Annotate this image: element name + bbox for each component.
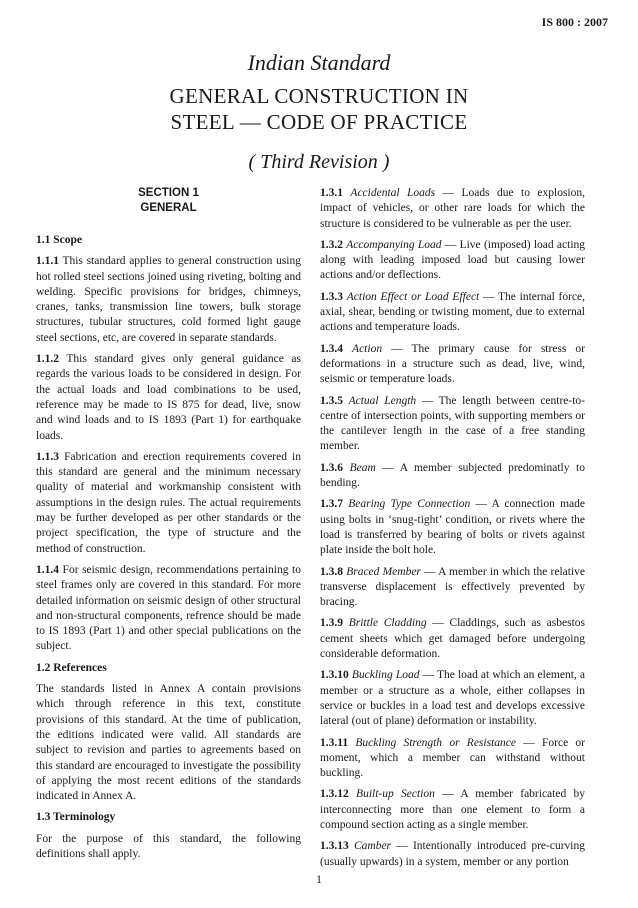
definition-item: [320, 238, 585, 284]
definition-number: 1.3.3: [320, 290, 343, 303]
definition-text: — The primary cause for stress or deformations in a structure such as dead, live, wind, seismic or temperature loads.: [320, 342, 585, 386]
definition-term: Beam: [349, 461, 376, 474]
definition-number: 1.3.5: [320, 394, 343, 407]
definition-text: — The load at which an element, a member or a structure as a whole, either collapses in service or buckles in a load test and develops excessive lateral (out of plane) deformation or instability.: [320, 669, 586, 728]
revision-label: ( Third Revision ): [248, 151, 390, 173]
right-column: [320, 186, 585, 876]
left-column: [36, 186, 301, 868]
definition-number: 1.3.7: [320, 498, 343, 511]
definition-item: [320, 736, 585, 782]
definition-term: Action Effect or Load Effect: [346, 290, 480, 303]
definition-term: Buckling Load: [351, 669, 420, 682]
definition-text: — A connection made using bolts in ‘snug-tight’ condition, or rivets where the load is transferred by bearing of bolts or rivets against plate inside the bolt hole.: [320, 498, 585, 557]
definition-text: — Live (imposed) load acting along with leading imposed load but causing lower actions and/or deflections.: [320, 238, 586, 282]
definition-item: [320, 565, 585, 611]
definition-text: — The internal force, axial, shear, bending or twisting moment, due to external actions and temperature loads.: [320, 290, 586, 334]
definition-term: Built-up Section: [356, 788, 435, 801]
clause-text: Fabrication and erection requirements covered in this standard are general and the minimum necessary quality of material and workmanship consistent with assumptions in the design rules. The actual requirements may be further developed as per other standards or the project specification, the type of structure and the method of construction.: [36, 450, 301, 555]
clause-number: 1.1.1: [36, 255, 59, 268]
scope-heading: 1.1 Scope: [36, 234, 82, 246]
page-number: 1: [316, 872, 322, 886]
definition-term: Brittle Cladding: [348, 617, 427, 630]
scope-paragraph: [36, 563, 301, 655]
definition-number: 1.3.1: [320, 187, 343, 199]
definition-text: — The length between centre-to-centre of intersection points, with supporting members or the cantilever length in the case of a free standing member.: [320, 394, 586, 453]
definition-text: — A member in which the relative transverse displacement is effectively prevented by bracing.: [320, 565, 585, 609]
terminology-paragraph: For the purpose of this standard, the following definitions shall apply.: [36, 832, 301, 860]
definition-term: Bearing Type Connection: [348, 498, 471, 511]
definition-item: [320, 668, 585, 729]
definition-item: [320, 186, 585, 232]
definition-text: — Claddings, such as asbestos cement sheets which get damaged before undergoing considerable deformation.: [320, 617, 585, 661]
section-title: GENERAL: [140, 202, 197, 214]
clause-text: This standard gives only general guidance as regards the various loads to be considered in design. For the actual loads and load combinations to be used, reference may be made to IS 875 for dead, live, snow and wind loads and to IS 1893 (Part 1) for earthquake loads.: [36, 353, 301, 442]
definition-number: 1.3.10: [320, 669, 349, 682]
definition-term: Braced Member: [346, 565, 421, 578]
definition-number: 1.3.13: [320, 840, 349, 853]
definition-term: Action: [352, 342, 383, 355]
definition-number: 1.3.12: [320, 788, 349, 801]
definition-item: [320, 616, 585, 662]
standard-label: Indian Standard: [247, 50, 391, 75]
scope-paragraph: [36, 450, 301, 557]
clause-number: 1.1.2: [36, 353, 59, 366]
definition-text: — Intentionally introduced pre-curving (usually upwards) in a system, member or any portion: [320, 840, 585, 868]
definition-term: Buckling Strength or Resistance: [355, 736, 516, 749]
scope-paragraph: [36, 254, 301, 346]
definition-item: [320, 342, 585, 388]
standard-number: IS 800 : 2007: [541, 15, 608, 29]
definition-term: Accidental Loads: [350, 187, 436, 199]
title-line-1: GENERAL CONSTRUCTION IN: [169, 84, 469, 108]
definition-item: [320, 394, 585, 455]
definition-item: [320, 497, 585, 558]
definition-item: [320, 290, 585, 336]
title-line-2: STEEL — CODE OF PRACTICE: [170, 110, 468, 134]
document-title: [0, 83, 638, 135]
definition-number: 1.3.8: [320, 565, 343, 578]
clause-number: 1.1.4: [36, 563, 59, 576]
definition-item: [320, 787, 585, 833]
clause-text: This standard applies to general construction using hot rolled steel sections joined using riveting, bolting and welding. Specific provisions for bridges, chimneys, cranes, tanks, transmission line towers, bulk storage structures, tubular structures, cold formed light gauge steel sections, etc, are covered in separate standards.: [36, 255, 301, 344]
scope-paragraph: [36, 352, 301, 444]
definition-number: 1.3.2: [320, 238, 343, 251]
definition-item: [320, 839, 585, 870]
section-label: SECTION 1: [138, 187, 199, 199]
definition-term: Camber: [353, 840, 392, 853]
section-heading: [36, 186, 301, 216]
clause-number: 1.1.3: [36, 450, 59, 463]
clause-text: For seismic design, recommendations pertaining to steel frames only are covered in this standard. For more detailed information on seismic design of other structural and non-structural components, refrence should be made to IS 1893 (Part 1) and other special publications on the subject.: [36, 563, 301, 653]
definition-term: Accompanying Load: [346, 238, 442, 251]
definition-text: — Loads due to explosion, impact of vehicles, or other rare loads for which the structure is considered to be vulnerable as per the user.: [320, 187, 585, 230]
definition-term: Actual Length: [348, 394, 417, 407]
definition-number: 1.3.4: [320, 342, 343, 355]
definition-number: 1.3.9: [320, 617, 343, 630]
references-heading: 1.2 References: [36, 661, 107, 674]
terminology-heading: 1.3 Terminology: [36, 811, 116, 824]
definition-text: — Force or moment, which a member can withstand without buckling.: [320, 736, 586, 780]
definition-number: 1.3.6: [320, 461, 343, 474]
definition-text: — A member fabricated by interconnecting more than one element to form a compound section acting as a single member.: [320, 788, 585, 831]
references-paragraph: The standards listed in Annex A contain provisions which through reference in this text, constitute provisions of this standard. At the time of publication, the editions indicated were valid. All standards are subject to revision and parties to agreements based on this standard are encouraged to investigate the possibility of applying the most recent editions of the standards indicated in Annex A.: [36, 683, 301, 803]
definition-text: — A member subjected predominatly to bending.: [320, 461, 586, 490]
definition-number: 1.3.11: [320, 736, 349, 749]
definition-item: [320, 461, 585, 492]
